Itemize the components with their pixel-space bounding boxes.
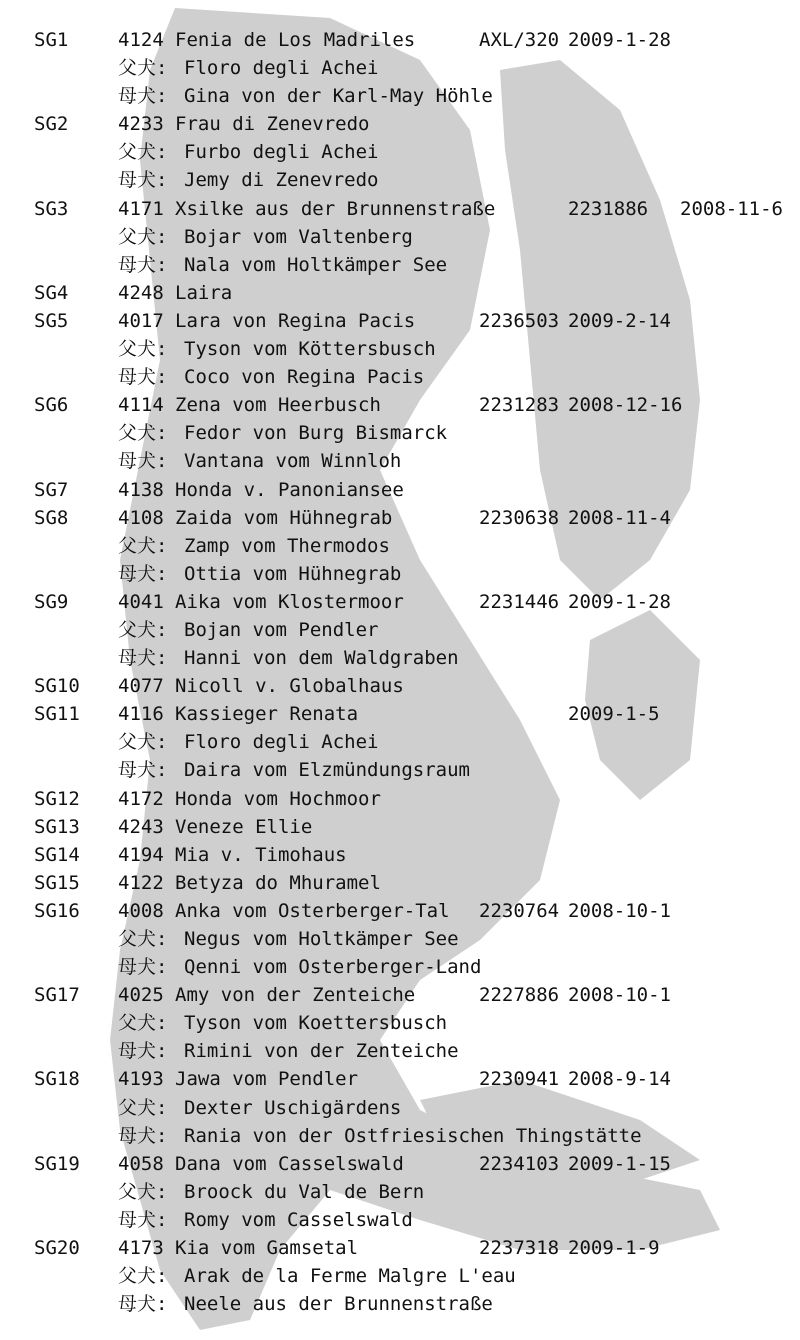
sire-row bbox=[0, 1262, 800, 1290]
sire-name: Tyson vom Köttersbusch bbox=[184, 338, 436, 361]
dog-name: Dana vom Casselswald bbox=[175, 1152, 404, 1175]
registration-number: 2236503 bbox=[479, 309, 560, 332]
sire-label: 父犬: bbox=[118, 1180, 168, 1203]
dog-name: Amy von der Zenteiche bbox=[175, 984, 416, 1007]
sire-row bbox=[0, 616, 800, 644]
birth-date: 2008-12-16 bbox=[568, 394, 683, 417]
dam-label: 母犬: bbox=[118, 759, 168, 782]
sire-label: 父犬: bbox=[118, 57, 168, 80]
birth-date: 2008-11-4 bbox=[568, 506, 671, 529]
catalog-number: 4008 bbox=[118, 899, 164, 922]
catalog-number: 4173 bbox=[118, 1237, 164, 1260]
dam-label: 母犬: bbox=[118, 253, 168, 276]
sire-row bbox=[0, 728, 800, 756]
dog-name: Xsilke aus der Brunnenstraße bbox=[175, 197, 496, 220]
sire-label: 父犬: bbox=[118, 225, 168, 248]
grade-label: SG3 bbox=[34, 197, 69, 220]
sire-label: 父犬: bbox=[118, 141, 168, 164]
entry-row bbox=[0, 1065, 800, 1093]
grade-label: SG1 bbox=[34, 29, 69, 51]
sire-name: Floro degli Achei bbox=[184, 57, 379, 80]
grade-label: SG12 bbox=[34, 787, 80, 810]
grade-label: SG15 bbox=[34, 871, 80, 894]
birth-date: 2008-11-6 bbox=[680, 197, 783, 220]
grade-label: SG9 bbox=[34, 590, 69, 613]
catalog-number: 4233 bbox=[118, 113, 164, 136]
dam-name: Gina von der Karl-May Höhle bbox=[184, 85, 493, 108]
sire-row bbox=[0, 925, 800, 953]
dog-name: Zena vom Heerbusch bbox=[175, 394, 381, 417]
grade-label: SG2 bbox=[34, 113, 69, 136]
sire-name: Bojan vom Pendler bbox=[184, 618, 379, 641]
dam-label: 母犬: bbox=[118, 1124, 168, 1147]
catalog-number: 4171 bbox=[118, 197, 164, 220]
dam-row bbox=[0, 166, 800, 194]
results-list bbox=[0, 26, 800, 1318]
dam-row bbox=[0, 644, 800, 672]
registration-number: 2231886 bbox=[568, 197, 649, 220]
grade-label: SG4 bbox=[34, 281, 69, 304]
dog-name: Zaida vom Hühnegrab bbox=[175, 506, 393, 529]
sire-row bbox=[0, 138, 800, 166]
dam-label: 母犬: bbox=[118, 1208, 168, 1231]
dog-name: Veneze Ellie bbox=[175, 815, 313, 838]
dam-name: Daira vom Elzmündungsraum bbox=[184, 759, 470, 782]
dam-name: Qenni vom Osterberger-Land bbox=[184, 956, 482, 979]
catalog-number: 4017 bbox=[118, 309, 164, 332]
dam-row bbox=[0, 560, 800, 588]
birth-date: 2009-1-15 bbox=[568, 1152, 671, 1175]
sire-row bbox=[0, 1094, 800, 1122]
dam-label: 母犬: bbox=[118, 366, 168, 389]
dam-name: Rania von der Ostfriesischen Thingstätte bbox=[184, 1124, 642, 1147]
registration-number: 2230638 bbox=[479, 506, 560, 529]
sire-row bbox=[0, 1178, 800, 1206]
entry-row bbox=[0, 588, 800, 616]
entry-row bbox=[0, 672, 800, 700]
birth-date: 2009-1-5 bbox=[568, 703, 660, 726]
grade-label: SG7 bbox=[34, 478, 69, 501]
registration-number: 2234103 bbox=[479, 1152, 560, 1175]
dog-name: Frau di Zenevredo bbox=[175, 113, 370, 136]
sire-row bbox=[0, 1009, 800, 1037]
grade-label: SG5 bbox=[34, 309, 69, 332]
dam-row bbox=[0, 1122, 800, 1150]
dam-name: Romy vom Casselswald bbox=[184, 1208, 413, 1231]
dam-name: Ottia vom Hühnegrab bbox=[184, 562, 402, 585]
sire-name: Zamp vom Thermodos bbox=[184, 534, 390, 557]
grade-label: SG6 bbox=[34, 394, 69, 417]
catalog-number: 4058 bbox=[118, 1152, 164, 1175]
dam-label: 母犬: bbox=[118, 1293, 168, 1316]
dog-name: Kassieger Renata bbox=[175, 703, 359, 726]
sire-label: 父犬: bbox=[118, 1012, 168, 1035]
birth-date: 2008-10-1 bbox=[568, 899, 671, 922]
dog-name: Jawa vom Pendler bbox=[175, 1068, 359, 1091]
dam-label: 母犬: bbox=[118, 647, 168, 670]
grade-label: SG10 bbox=[34, 675, 80, 698]
sire-row bbox=[0, 54, 800, 82]
dam-label: 母犬: bbox=[118, 450, 168, 473]
dog-name: Laira bbox=[175, 281, 233, 304]
registration-number: 2230764 bbox=[479, 899, 560, 922]
dam-row bbox=[0, 251, 800, 279]
entry-row bbox=[0, 504, 800, 532]
sire-label: 父犬: bbox=[118, 534, 168, 557]
sire-label: 父犬: bbox=[118, 338, 168, 361]
grade-label: SG8 bbox=[34, 506, 69, 529]
dam-name: Jemy di Zenevredo bbox=[184, 169, 379, 192]
registration-number: 2237318 bbox=[479, 1237, 560, 1260]
grade-label: SG18 bbox=[34, 1068, 80, 1091]
sire-name: Arak de la Ferme Malgre L'eau bbox=[184, 1265, 516, 1288]
sire-name: Broock du Val de Bern bbox=[184, 1180, 425, 1203]
dog-name: Honda v. Panoniansee bbox=[175, 478, 404, 501]
dam-label: 母犬: bbox=[118, 562, 168, 585]
dam-label: 母犬: bbox=[118, 169, 168, 192]
sire-label: 父犬: bbox=[118, 731, 168, 754]
sire-name: Negus vom Holtkämper See bbox=[184, 928, 459, 950]
catalog-number: 4116 bbox=[118, 703, 164, 726]
sire-label: 父犬: bbox=[118, 422, 168, 445]
birth-date: 2009-1-9 bbox=[568, 1237, 660, 1260]
registration-number: 2227886 bbox=[479, 984, 560, 1007]
entry-row bbox=[0, 869, 800, 897]
sire-label: 父犬: bbox=[118, 618, 168, 641]
dam-row bbox=[0, 1290, 800, 1318]
registration-number: AXL/320 bbox=[479, 29, 560, 51]
dam-row bbox=[0, 1037, 800, 1065]
dam-label: 母犬: bbox=[118, 1040, 168, 1063]
catalog-number: 4172 bbox=[118, 787, 164, 810]
dam-name: Nala vom Holtkämper See bbox=[184, 253, 448, 276]
dam-label: 母犬: bbox=[118, 956, 168, 979]
entry-row bbox=[0, 813, 800, 841]
catalog-number: 4194 bbox=[118, 843, 164, 866]
grade-label: SG20 bbox=[34, 1237, 80, 1260]
catalog-number: 4138 bbox=[118, 478, 164, 501]
dam-row bbox=[0, 1206, 800, 1234]
entry-row bbox=[0, 981, 800, 1009]
birth-date: 2009-1-28 bbox=[568, 590, 671, 613]
catalog-number: 4041 bbox=[118, 590, 164, 613]
dog-name: Lara von Regina Pacis bbox=[175, 309, 416, 332]
sire-name: Tyson vom Koettersbusch bbox=[184, 1012, 448, 1035]
birth-date: 2009-2-14 bbox=[568, 309, 671, 332]
dam-row bbox=[0, 447, 800, 475]
dam-row bbox=[0, 756, 800, 784]
dam-row bbox=[0, 363, 800, 391]
dam-name: Hanni von dem Waldgraben bbox=[184, 647, 459, 670]
entry-row bbox=[0, 307, 800, 335]
dam-name: Neele aus der Brunnenstraße bbox=[184, 1293, 493, 1316]
sire-name: Bojar vom Valtenberg bbox=[184, 225, 413, 248]
birth-date: 2009-1-28 bbox=[568, 29, 671, 51]
registration-number: 2231283 bbox=[479, 394, 560, 417]
sire-row bbox=[0, 532, 800, 560]
entry-row bbox=[0, 391, 800, 419]
entry-row bbox=[0, 841, 800, 869]
catalog-number: 4114 bbox=[118, 394, 164, 417]
sire-name: Fedor von Burg Bismarck bbox=[184, 422, 448, 445]
registration-number: 2231446 bbox=[479, 590, 560, 613]
catalog-number: 4025 bbox=[118, 984, 164, 1007]
dam-name: Vantana vom Winnloh bbox=[184, 450, 402, 473]
catalog-number: 4077 bbox=[118, 675, 164, 698]
entry-row bbox=[0, 476, 800, 504]
entry-row bbox=[0, 26, 800, 54]
dam-label: 母犬: bbox=[118, 85, 168, 108]
sire-row bbox=[0, 419, 800, 447]
birth-date: 2008-9-14 bbox=[568, 1068, 671, 1091]
entry-row bbox=[0, 279, 800, 307]
dam-name: Rimini von der Zenteiche bbox=[184, 1040, 459, 1063]
dam-row bbox=[0, 953, 800, 981]
grade-label: SG16 bbox=[34, 899, 80, 922]
entry-row bbox=[0, 700, 800, 728]
catalog-number: 4124 bbox=[118, 29, 164, 51]
catalog-number: 4108 bbox=[118, 506, 164, 529]
entry-row bbox=[0, 785, 800, 813]
entry-row bbox=[0, 897, 800, 925]
sire-name: Floro degli Achei bbox=[184, 731, 379, 754]
grade-label: SG13 bbox=[34, 815, 80, 838]
catalog-number: 4193 bbox=[118, 1068, 164, 1091]
sire-row bbox=[0, 335, 800, 363]
grade-label: SG11 bbox=[34, 703, 80, 726]
sire-label: 父犬: bbox=[118, 1096, 168, 1119]
birth-date: 2008-10-1 bbox=[568, 984, 671, 1007]
grade-label: SG19 bbox=[34, 1152, 80, 1175]
registration-number: 2230941 bbox=[479, 1068, 560, 1091]
sire-label: 父犬: bbox=[118, 928, 168, 950]
dog-name: Nicoll v. Globalhaus bbox=[175, 675, 404, 698]
dog-name: Betyza do Mhuramel bbox=[175, 871, 381, 894]
dam-name: Coco von Regina Pacis bbox=[184, 366, 425, 389]
sire-name: Dexter Uschigärdens bbox=[184, 1096, 402, 1119]
dog-name: Fenia de Los Madriles bbox=[175, 29, 416, 51]
catalog-number: 4248 bbox=[118, 281, 164, 304]
entry-row bbox=[0, 110, 800, 138]
grade-label: SG14 bbox=[34, 843, 80, 866]
dog-name: Anka vom Osterberger-Tal bbox=[175, 899, 450, 922]
catalog-number: 4122 bbox=[118, 871, 164, 894]
sire-label: 父犬: bbox=[118, 1265, 168, 1288]
entry-row bbox=[0, 1150, 800, 1178]
dog-name: Aika vom Klostermoor bbox=[175, 590, 404, 613]
entry-row bbox=[0, 1234, 800, 1262]
sire-name: Furbo degli Achei bbox=[184, 141, 379, 164]
dog-name: Kia vom Gamsetal bbox=[175, 1237, 359, 1260]
catalog-number: 4243 bbox=[118, 815, 164, 838]
grade-label: SG17 bbox=[34, 984, 80, 1007]
dog-name: Mia v. Timohaus bbox=[175, 843, 347, 866]
dam-row bbox=[0, 82, 800, 110]
entry-row bbox=[0, 195, 800, 223]
sire-row bbox=[0, 223, 800, 251]
dog-name: Honda vom Hochmoor bbox=[175, 787, 381, 810]
